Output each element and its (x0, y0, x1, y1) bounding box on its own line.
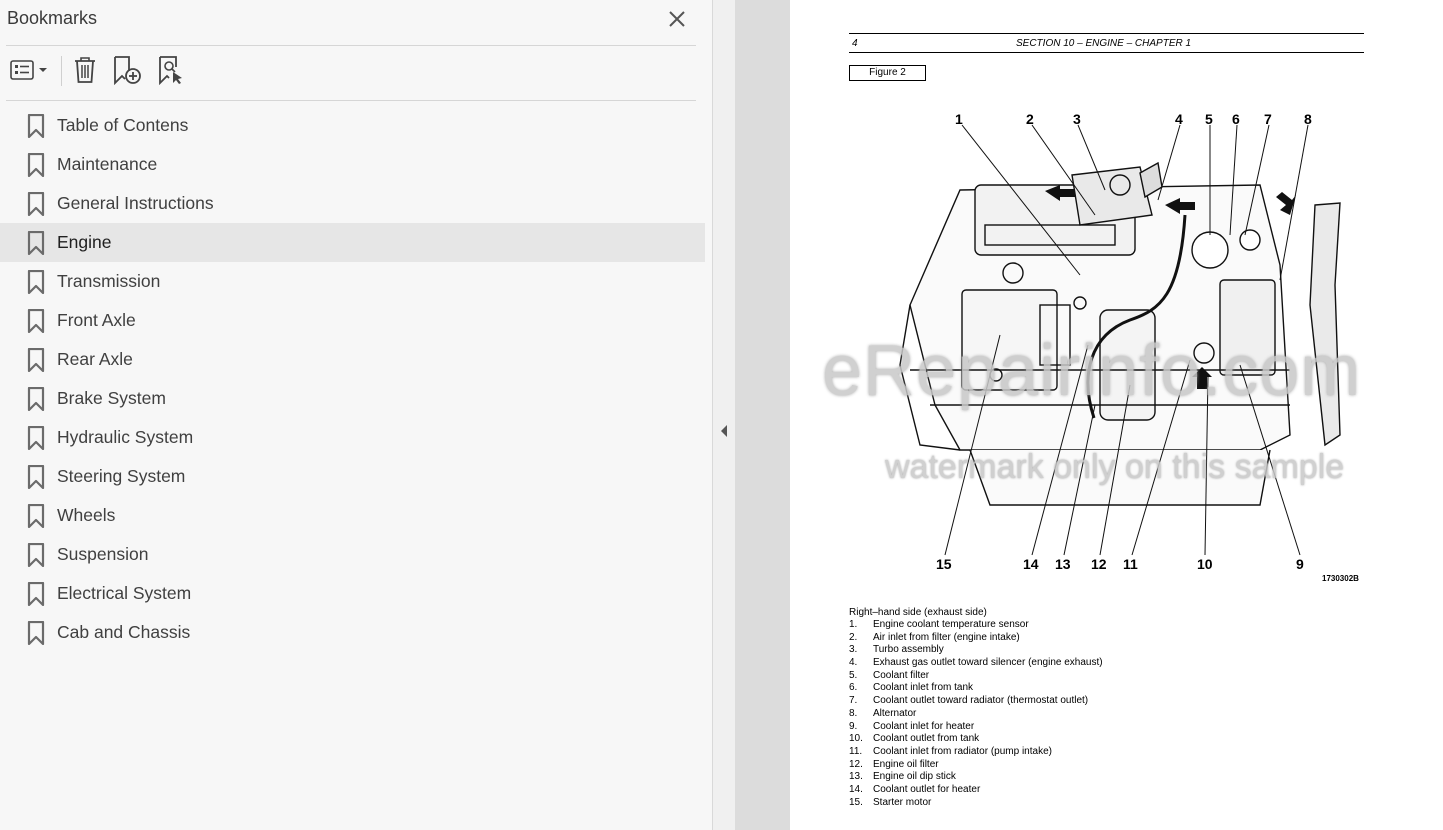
legend-number: 7. (849, 695, 858, 707)
bookmark-item[interactable] (0, 145, 705, 184)
bookmark-label: Wheels (57, 505, 116, 525)
callout-13: 13 (1055, 556, 1071, 572)
bookmark-label: Cab and Chassis (57, 622, 191, 642)
bookmark-label: Transmission (57, 271, 161, 291)
legend-number: 11. (849, 745, 863, 757)
callout-14: 14 (1023, 556, 1039, 572)
legend-text: Coolant outlet from tank (873, 733, 980, 745)
bookmark-item[interactable] (0, 340, 705, 379)
caption-title: Right–hand side (exhaust side) (849, 607, 987, 618)
callout-5: 5 (1205, 111, 1213, 127)
legend-text: Engine coolant temperature sensor (873, 619, 1029, 630)
bookmark-label: Electrical System (57, 583, 192, 603)
header-rule (849, 52, 1364, 53)
bookmarks-panel (0, 0, 713, 830)
bookmark-label: Hydraulic System (57, 427, 194, 447)
legend-text: Coolant filter (873, 669, 930, 681)
find-current-bookmark-icon (156, 55, 186, 90)
legend-text: Exhaust gas outlet toward silencer (engine exhaust) (873, 657, 1103, 669)
bookmark-label: Suspension (57, 544, 149, 564)
delete-bookmark-button[interactable] (70, 52, 100, 92)
callout-3: 3 (1073, 111, 1081, 127)
legend-number: 5. (849, 669, 858, 681)
callout-8: 8 (1304, 111, 1312, 127)
bookmark-item[interactable] (0, 184, 705, 223)
legend-text: Engine oil dip stick (873, 771, 956, 783)
bookmark-list (0, 106, 712, 652)
bookmark-item[interactable] (0, 223, 705, 262)
bookmark-item[interactable] (0, 457, 705, 496)
legend-number: 6. (849, 682, 858, 694)
legend-number: 8. (849, 707, 858, 719)
legend-text: Coolant outlet toward radiator (thermostat outlet) (873, 695, 1089, 707)
bookmark-item[interactable] (0, 418, 705, 457)
toolbar-separator (61, 56, 62, 86)
legend-number: 2. (849, 631, 858, 643)
legend-number: 12. (849, 758, 863, 770)
legend-number: 3. (849, 644, 858, 656)
header-rule (849, 33, 1364, 34)
list-options-icon (8, 58, 50, 87)
panel-title: Bookmarks (7, 8, 98, 28)
legend-number: 10. (849, 733, 863, 745)
bookmark-icon (27, 387, 45, 411)
watermark: eRepairinfo.com (822, 331, 1362, 411)
bookmark-item[interactable] (0, 574, 705, 613)
bookmark-label: Front Axle (57, 310, 136, 330)
callout-1: 1 (955, 111, 963, 127)
bookmark-label: Engine (57, 232, 112, 252)
legend-text: Air inlet from filter (engine intake) (873, 631, 1020, 643)
bookmark-label: Rear Axle (57, 349, 133, 369)
bookmark-label: Maintenance (57, 154, 158, 174)
arrow-icon (1276, 192, 1296, 215)
bookmark-icon (27, 621, 45, 645)
legend-text: Coolant outlet for heater (873, 783, 981, 795)
add-bookmark-icon (111, 55, 143, 90)
legend-number: 4. (849, 657, 858, 669)
bookmark-icon (27, 582, 45, 606)
legend-number: 14. (849, 783, 863, 795)
bookmark-icon (27, 153, 45, 177)
options-button[interactable] (6, 52, 52, 92)
figure-code: 1730302B (1322, 574, 1359, 583)
callout-15: 15 (936, 556, 952, 572)
legend-number: 13. (849, 771, 863, 783)
bookmark-label: Steering System (57, 466, 186, 486)
bookmark-icon (27, 270, 45, 294)
callout-7: 7 (1264, 111, 1272, 127)
bookmark-icon (27, 348, 45, 372)
callout-4: 4 (1175, 111, 1183, 127)
legend-text: Engine oil filter (873, 758, 939, 770)
bookmark-item[interactable] (0, 535, 705, 574)
panel-splitter[interactable] (713, 0, 735, 830)
bookmark-icon (27, 543, 45, 567)
bookmark-item[interactable] (0, 301, 705, 340)
bookmark-icon (27, 309, 45, 333)
bookmark-icon (27, 192, 45, 216)
bookmark-icon (27, 504, 45, 528)
bookmark-icon (27, 231, 45, 255)
bookmark-label: Table of Contens (57, 115, 189, 135)
bookmark-item[interactable] (0, 496, 705, 535)
bookmark-item[interactable] (0, 379, 705, 418)
legend-number: 9. (849, 720, 858, 732)
bookmark-label: Brake System (57, 388, 166, 408)
bookmark-item[interactable] (0, 613, 705, 652)
legend-text: Alternator (873, 707, 917, 719)
callout-11: 11 (1123, 556, 1138, 572)
callout-10: 10 (1197, 556, 1213, 572)
callout-2: 2 (1026, 111, 1034, 127)
watermark-note: watermark only on this sample (885, 448, 1345, 486)
bookmark-label: General Instructions (57, 193, 214, 213)
section-title: SECTION 10 – ENGINE – CHAPTER 1 (1016, 38, 1192, 49)
legend-text: Turbo assembly (873, 644, 944, 656)
divider (6, 45, 696, 46)
find-bookmark-button[interactable] (154, 52, 188, 92)
legend-text: Coolant inlet from tank (873, 682, 974, 694)
legend-text: Coolant inlet for heater (873, 720, 975, 732)
bookmark-icon (27, 114, 45, 138)
figure-label: Figure 2 (849, 65, 926, 81)
legend-number: 1. (849, 619, 858, 630)
add-bookmark-button[interactable] (110, 52, 144, 92)
legend-text: Starter motor (873, 796, 932, 808)
bookmarks-toolbar (6, 52, 696, 92)
divider (6, 100, 696, 101)
callout-6: 6 (1232, 111, 1240, 127)
bookmark-item[interactable] (0, 106, 705, 145)
bookmark-item[interactable] (0, 262, 705, 301)
bookmark-icon (27, 426, 45, 450)
callout-12: 12 (1091, 556, 1107, 572)
close-icon[interactable] (664, 6, 690, 32)
legend-text: Coolant inlet from radiator (pump intake) (873, 745, 1052, 757)
bookmark-icon (27, 465, 45, 489)
collapse-panel-icon[interactable] (718, 422, 730, 440)
legend-number: 15. (849, 796, 863, 808)
callout-9: 9 (1296, 556, 1304, 572)
trash-icon (72, 56, 98, 89)
page-number: 4 (852, 38, 858, 49)
